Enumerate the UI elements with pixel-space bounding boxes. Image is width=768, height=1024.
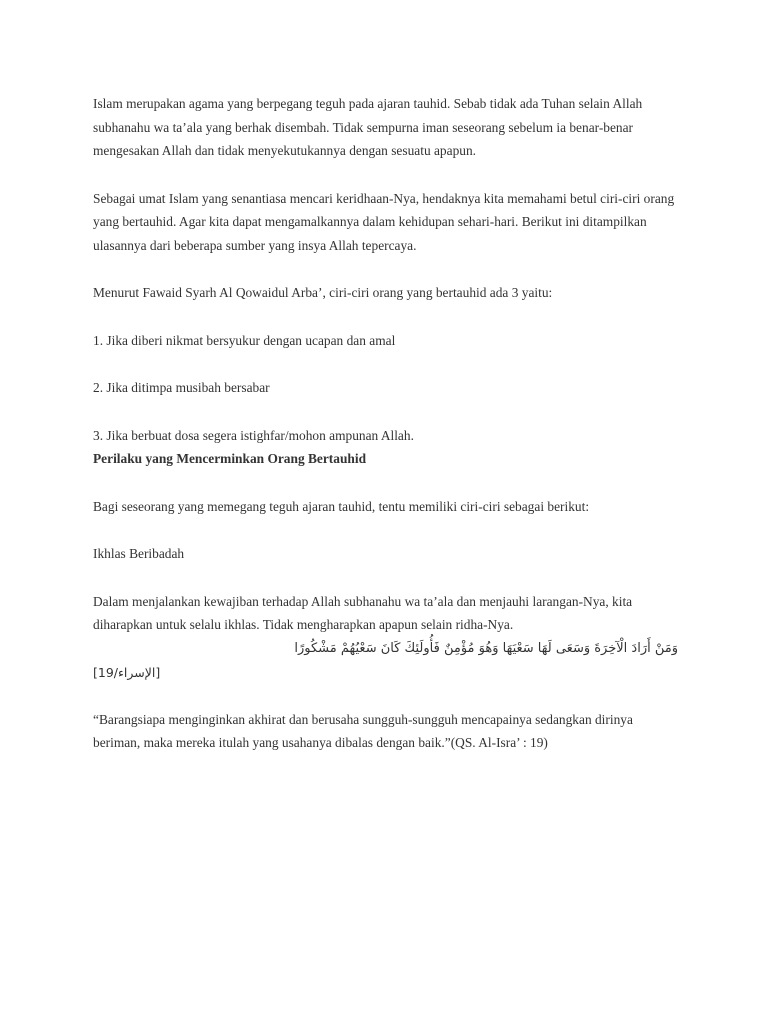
intro-paragraph: Islam merupakan agama yang berpegang teguh pada ajaran tauhid. Sebab tidak ada Tuhan selain Allah subhanahu wa ta’ala yang berhak disembah. Tidak sempurna iman seseorang sebelum ia benar-benar mengesakan Allah dan tidak menyekutukannya dengan sesuatu apapun. (93, 96, 643, 158)
ikhlas-paragraph: Dalam menjalankan kewajiban terhadap Allah subhanahu wa ta’ala dan menjauhi larangan-Nya, kita diharapkan untuk selalu ikhlas. Tidak mengharapkan apapun selain ridha-Nya. (93, 593, 633, 632)
section-intro-paragraph: Bagi seseorang yang memegang teguh ajaran tauhid, tentu memiliki ciri-ciri sebagai berikut: (93, 498, 590, 514)
document-page (93, 92, 678, 755)
arabic-verse: وَمَنْ أَرَادَ الْآخِرَةَ وَسَعَى لَهَا سَعْيَهَا وَهُوَ مُؤْمِنٌ فَأُولَئِكَ كَانَ سَعْيُهُمْ مَشْكُورًا (294, 640, 678, 656)
verse-translation: “Barangsiapa menginginkan akhirat dan berusaha sungguh-sungguh mencapainya sedangkan dirinya beriman, maka mereka itulah yang usahanya dibalas dengan baik.”(QS. Al-Isra’ : 19) (93, 711, 633, 750)
ikhlas-subheading: Ikhlas Beribadah (93, 546, 185, 561)
verse-reference: [الإسراء/19] (93, 664, 161, 680)
section-heading: Perilaku yang Mencerminkan Orang Bertauhid (93, 451, 367, 466)
list-item: 3. Jika berbuat dosa segera istighfar/mohon ampunan Allah. (93, 427, 414, 443)
criteria-intro-paragraph: Menurut Fawaid Syarh Al Qowaidul Arba’, ciri-ciri orang yang bertauhid ada 3 yaitu: (93, 285, 553, 300)
umat-islam-paragraph: Sebagai umat Islam yang senantiasa mencari keridhaan-Nya, hendaknya kita memahami betul ciri-ciri orang yang bertauhid. Agar kita dapat mengamalkannya dalam kehidupan sehari-hari. Berikut ini ditampilkan ulasannya dari beberapa sumber yang insya Allah tepercaya. (93, 190, 675, 253)
list-item: 2. Jika ditimpa musibah bersabar (93, 380, 270, 395)
list-item: 1. Jika diberi nikmat bersyukur dengan ucapan dan amal (93, 332, 396, 348)
